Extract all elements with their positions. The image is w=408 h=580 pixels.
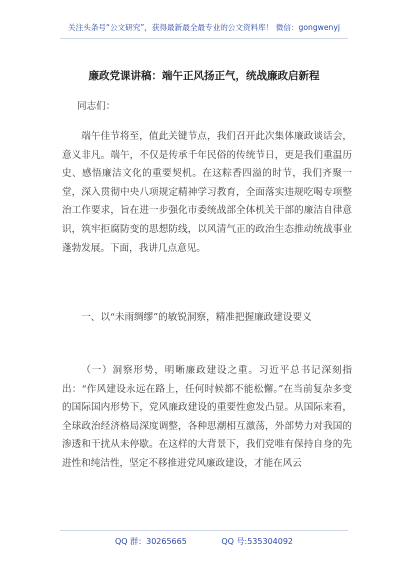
section-heading: 一、以“未雨绸缪”的敏锐洞察，精准把握廉政建设要义 [81,312,312,323]
paragraph-section-1: （一）洞察形势，明晰廉政建设之重。习近平总书记深刻指出：“作风建设永远在路上，任何时候都不能松懈。”在当前复杂多变的国际国内形势下，党风廉政建设的重要性愈发凸显。从国际来看，全球政治经济格局深度调整，各种思潮相互激荡，外部势力对我国的渗透和干扰从未停歇。在这样的大背景下，我们党唯有保持自身的先进性和纯洁性，坚定不移推进党风廉政建设，才能在风云 [62,365,352,469]
paragraph-intro: 端午佳节将至，值此关键节点，我们召开此次集体廉政谈话会，意义非凡。端午，不仅是传承千年民俗的传统节日，更是我们重温历史、感悟廉洁文化的重要契机。在这粽香四溢的时节，我们齐聚一堂，深入贯彻中央八项规定精神学习教育，全面落实违规吃喝专项整治工作要求，旨在进一步强化市委统战部全体机关干部的廉洁自律意识，筑牢拒腐防变的思想防线，以风清气正的政治生态推动统战事业蓬勃发展。下面，我讲几点意见。 [62,131,352,254]
qq-number-link[interactable]: QQ 号:535304092 [221,537,294,546]
qq-group-link[interactable]: QQ 群：30265665 [114,537,187,546]
document-title: 廉政党课讲稿：端午正风扬正气，统战廉政启新程 [88,70,320,82]
footer-divider [60,530,348,531]
header-divider [60,38,348,39]
header-notice: 关注头条号“公文研究”，获得最新最全最专业的公文资料库！ 微信：gongwenyj [68,23,340,32]
salutation: 同志们： [77,101,116,112]
footer-contact [0,536,408,547]
